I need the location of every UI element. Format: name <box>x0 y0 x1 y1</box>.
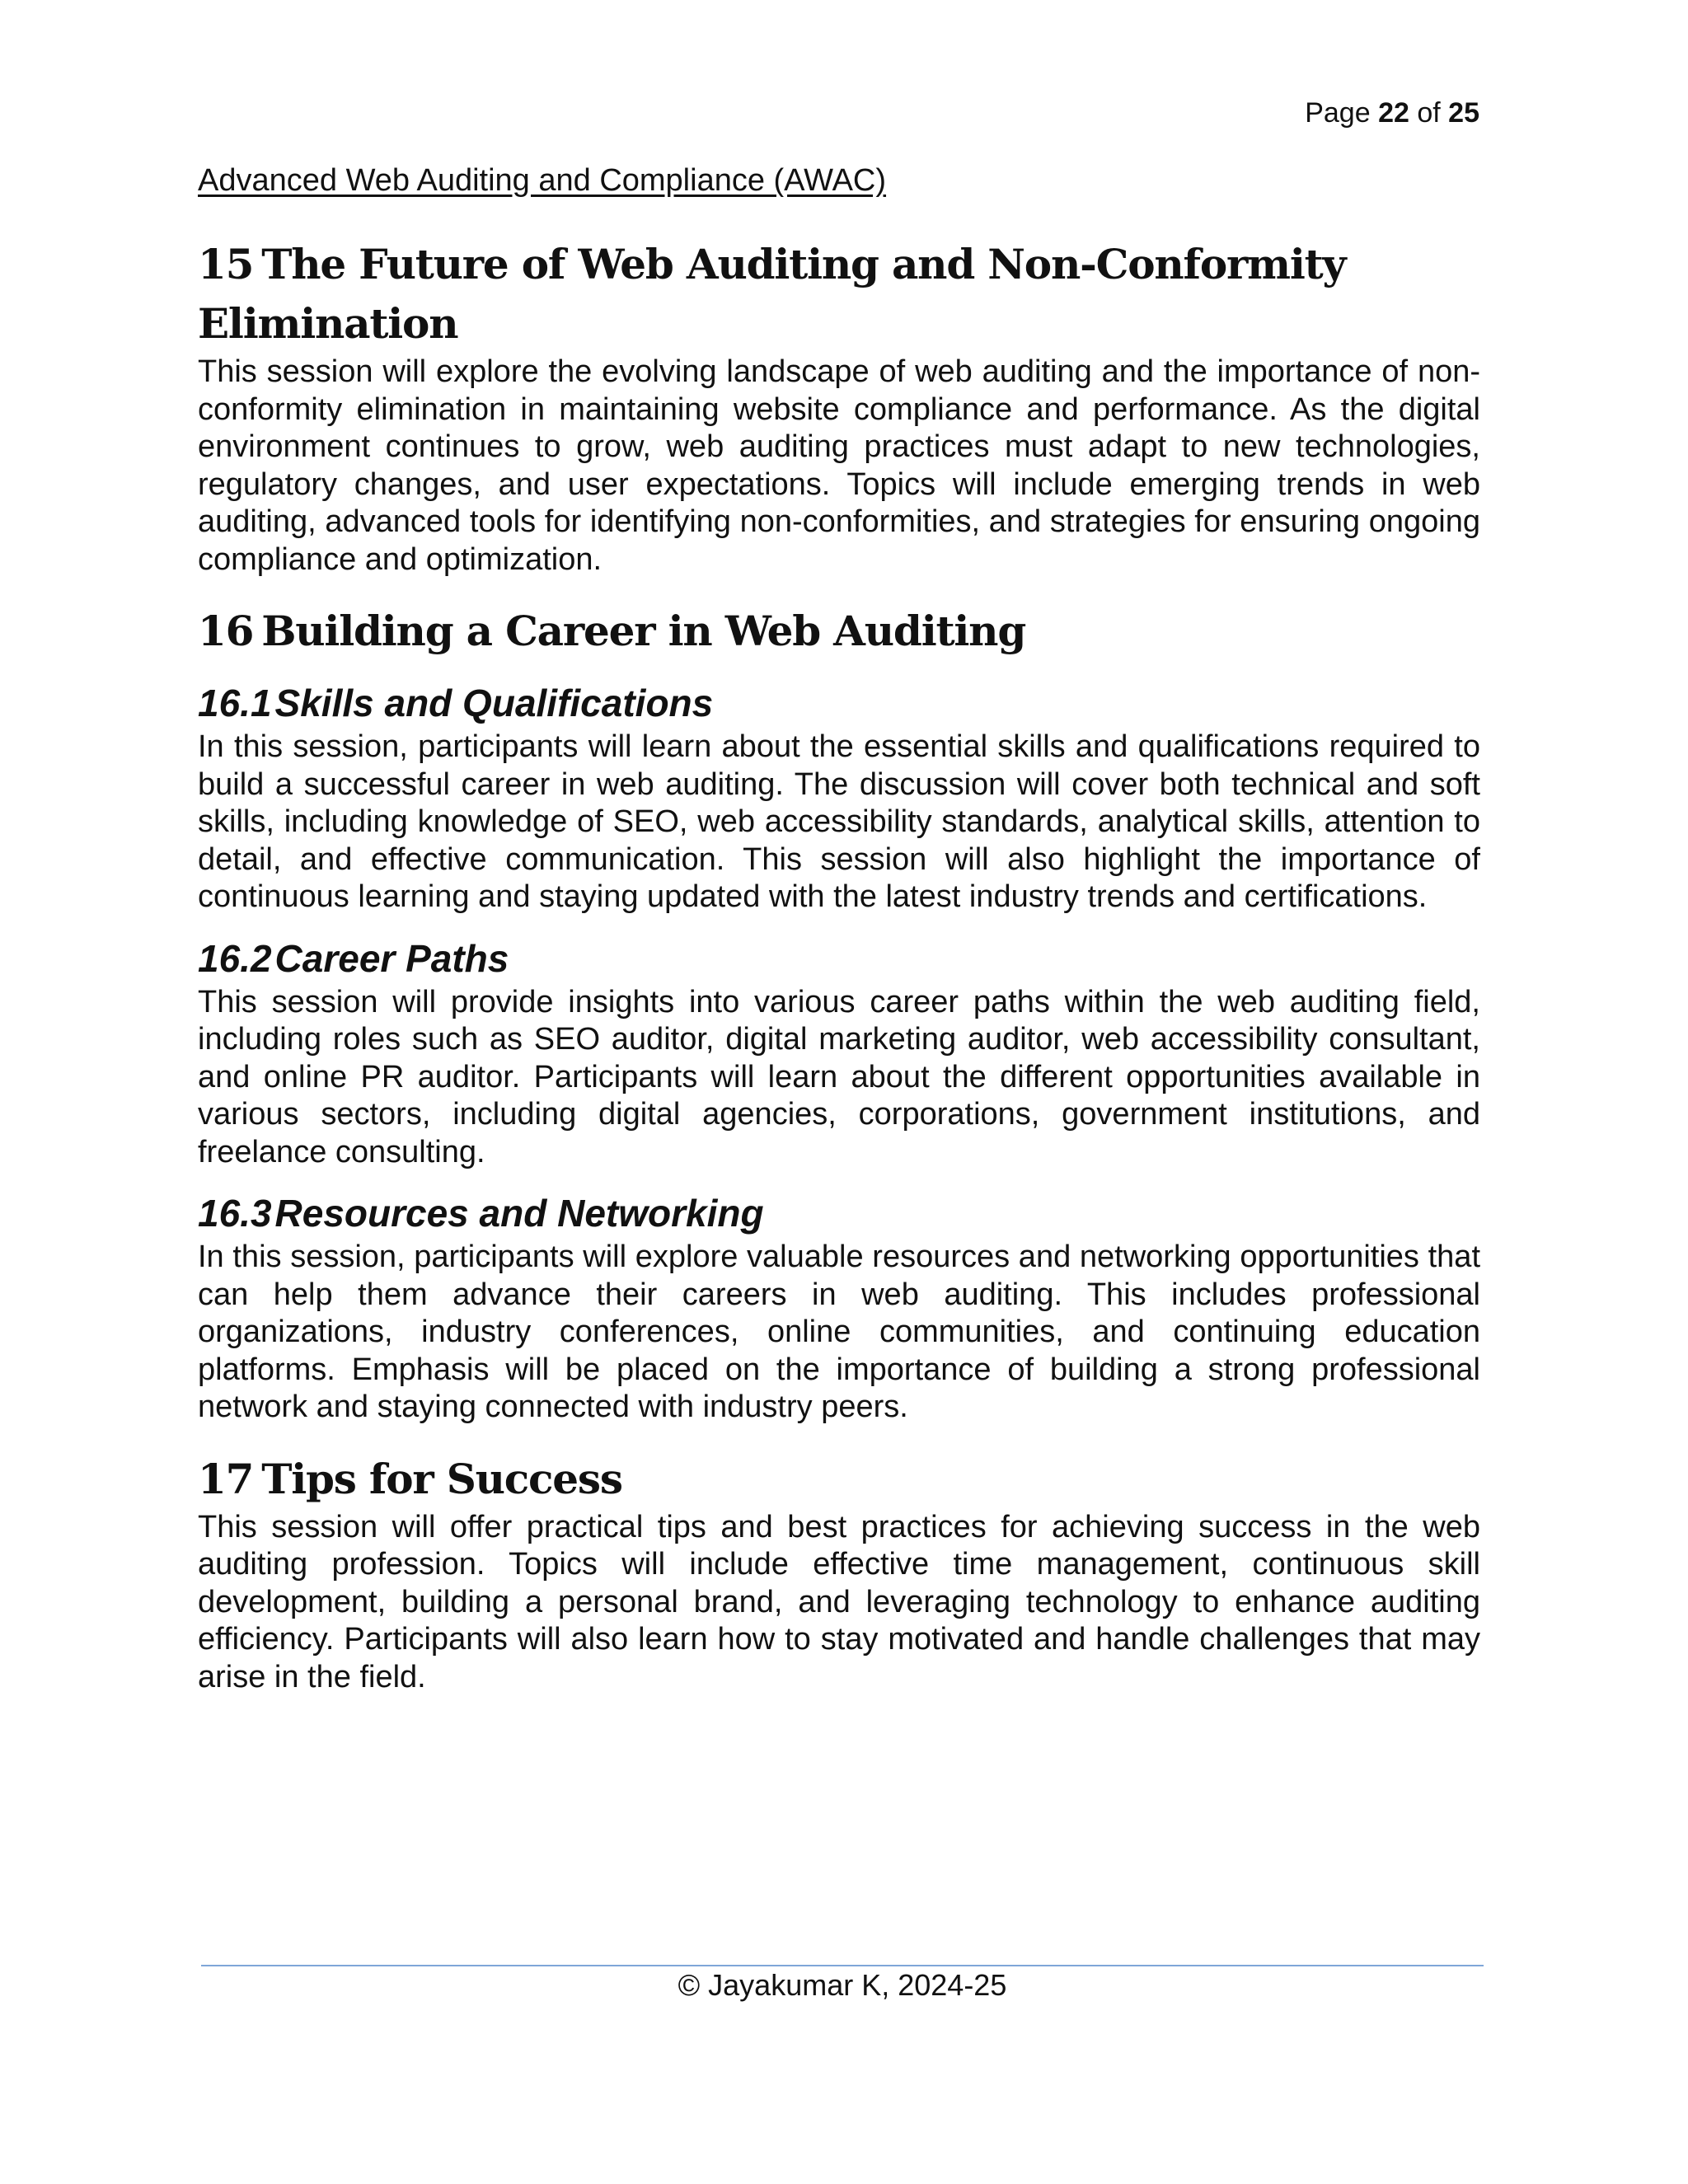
document-title: Advanced Web Auditing and Compliance (AWAC) <box>198 163 887 198</box>
subsection-16-3-body: In this session, participants will explore valuable resources and networking opportunities that can help them advance their careers in web auditing. This includes professional organizations, industry conferences, online communities, and continuing education platforms. Emphasis will be placed on the importance of building a strong professional network and staying connected with industry peers. <box>198 1240 1480 1424</box>
page-of: of <box>1417 97 1441 129</box>
subsection-16-3-heading <box>198 1188 1480 1239</box>
section-number: 15 <box>198 240 254 288</box>
section-number: 16 <box>198 607 254 655</box>
section-title: The Future of Web Auditing and Non-Conformity Elimination <box>198 240 1346 348</box>
subsection-16-1-body: In this session, participants will learn about the essential skills and qualifications required to build a successful career in web auditing. The discussion will cover both technical and soft skills, including knowledge of SEO, web accessibility standards, analytical skills, attention to detail, and effective communication. This session will also highlight the importance of continuous learning and staying updated with the latest industry trends and certifications. <box>198 729 1480 914</box>
page-number <box>1305 97 1479 129</box>
section-15-body: This session will explore the evolving landscape of web auditing and the importance of non-conformity elimination in maintaining website compliance and performance. As the digital environment continues to grow, web auditing practices must adapt to new technologies, regulatory changes, and user expectations. Topics will include emerging trends in web auditing, advanced tools for identifying non-conformities, and strategies for ensuring ongoing compliance and optimization. <box>198 354 1480 577</box>
section-title: Building a Career in Web Auditing <box>261 607 1026 655</box>
footer-divider <box>201 1965 1484 1966</box>
section-16-heading <box>198 602 1480 661</box>
section-number: 17 <box>198 1454 254 1503</box>
subsection-title: Resources and Networking <box>274 1192 764 1235</box>
page-total: 25 <box>1448 97 1479 129</box>
subsection-16-1-heading <box>198 677 1480 729</box>
subsection-number: 16.1 <box>198 682 272 724</box>
subsection-title: Career Paths <box>274 936 509 980</box>
subsection-title: Skills and Qualifications <box>274 682 714 724</box>
page-content <box>198 235 1480 1696</box>
subsection-16-2-body: This session will provide insights into various career paths within the web auditing field, including roles such as SEO auditor, digital marketing auditor, web accessibility consultant, and online PR auditor. Participants will learn about the different opportunities available in various sectors, including digital agencies, corporations, government institutions, and freelance consulting. <box>198 984 1480 1169</box>
subsection-16-2-heading <box>198 933 1480 984</box>
subsection-number: 16.3 <box>198 1192 272 1235</box>
subsection-number: 16.2 <box>198 936 272 980</box>
section-17-heading <box>198 1450 1480 1509</box>
section-17-body: This session will offer practical tips and best practices for achieving success in the web auditing profession. Topics will include effective time management, continuous skill development, building a personal brand, and leveraging technology to enhance auditing efficiency. Participants will also learn how to stay motivated and handle challenges that may arise in the field. <box>198 1509 1480 1694</box>
section-title: Tips for Success <box>261 1454 622 1503</box>
page-current: 22 <box>1378 97 1409 129</box>
section-15-heading <box>198 235 1480 354</box>
page-prefix: Page <box>1305 97 1371 129</box>
footer-copyright: © Jayakumar K, 2024-25 <box>678 1968 1007 2002</box>
